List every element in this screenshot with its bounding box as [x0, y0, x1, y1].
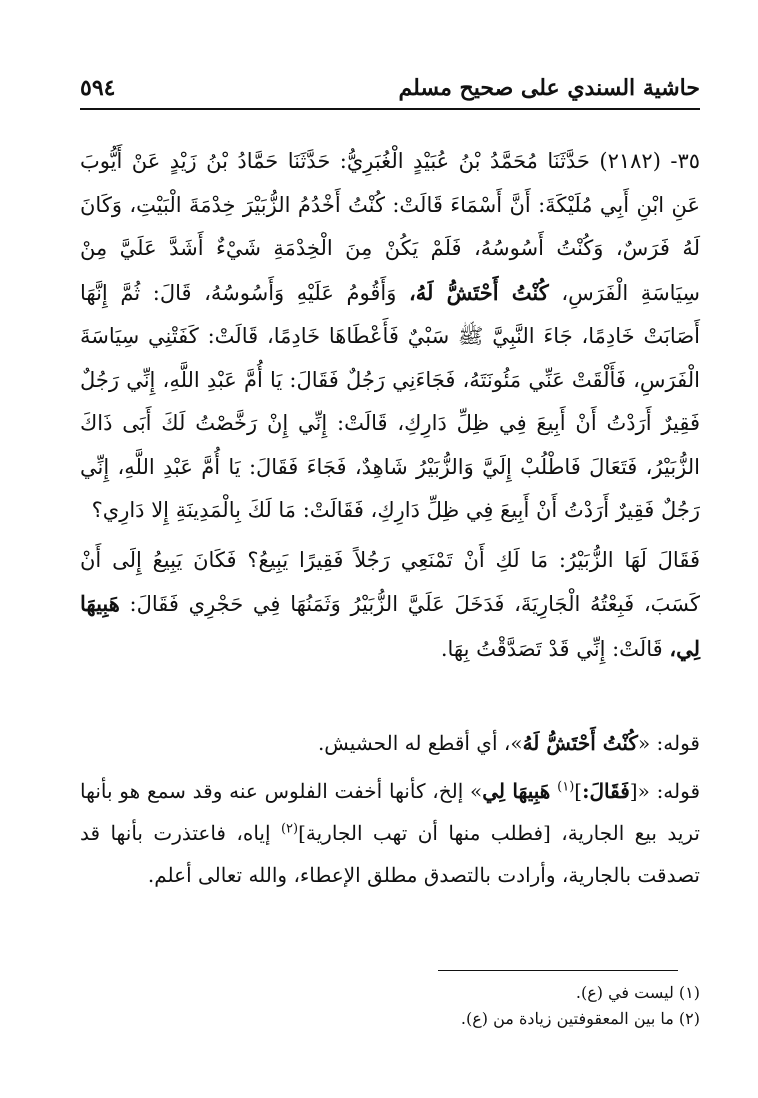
- hadith-paragraph-1: [80, 140, 700, 533]
- running-title: حاشية السندي على صحيح مسلم: [398, 75, 700, 101]
- hadith-bold-2: هَبِيهَا لِي،: [80, 591, 700, 661]
- commentary-note-2: [80, 770, 700, 896]
- header-divider: [80, 108, 700, 110]
- hadith-part-2: وَأَقُومُ عَلَيْهِ وَأَسُوسُهُ، قَالَ: ثُمَّ إِنَّهَا أَصَابَتْ خَادِمًا، جَاءَ النَّبِيَّ ﷺ سَبْيٌ فَأَعْطَاهَا خَادِمًا، قَالَتْ: كَفَتْنِي سِيَاسَةَ الْفَرَسِ، فَأَلْقَتْ عَنِّي مَئُونَتَهُ، فَجَاءَنِي رَجُلٌ فَقَالَ: يَا أُمَّ عَبْدِ اللَّهِ، إِنِّي رَجُلٌ فَقِيرٌ أَرَدْتُ أَنْ أَبِيعَ فِي ظِلِّ دَارِكِ، قَالَتْ: إِنِّي إِنْ رَخَّصْتُ لَكَ أَبَى ذَاكَ الزُّبَيْرُ، فَتَعَالَ فَاطْلُبْ إِلَيَّ وَالزُّبَيْرُ شَاهِدٌ، فَجَاءَ فَقَالَ: يَا أُمَّ عَبْدِ اللَّهِ، إِنِّي رَجُلٌ فَقِيرٌ أَرَدْتُ أَنْ أَبِيعَ فِي ظِلِّ دَارِكِ، فَقَالَتْ: مَا لَكَ بِالْمَدِينَةِ إِلا دَارِي؟: [80, 280, 700, 522]
- commentary-2-quote-b: هَبِيهَا لِي: [482, 779, 551, 803]
- page-number: ٥٩٤: [80, 75, 116, 101]
- footnotes: [80, 980, 700, 1032]
- hadith-part-4: قَالَتْ: إِنِّي قَدْ تَصَدَّقْتُ بِهَا.: [440, 636, 663, 661]
- commentary-1-quote: كُنْتُ أَحْتَشُّ لَهُ: [522, 731, 638, 755]
- footnote-2: (٢) ما بين المعقوفتين زيادة من (ع).: [460, 1009, 700, 1028]
- commentary-2-end: إياه، فاعتذرت بأنها قد تصدقت بالجارية، وأرادت بالتصدق مطلق الإعطاء، والله تعالى أعلم.: [80, 821, 700, 887]
- page-header: [80, 68, 700, 108]
- footnote-1: (١) ليست في (ع).: [575, 983, 700, 1002]
- footnote-divider: [438, 970, 678, 971]
- footnote-ref-1[interactable]: (١): [557, 779, 575, 795]
- commentary-1-text: »، أي أقطع له الحشيش.: [317, 731, 523, 755]
- commentary-2-prefix: قوله: «[: [629, 779, 701, 803]
- hadith-part-3: فَقَالَ لَهَا الزُّبَيْرُ: مَا لَكِ أَنْ تَمْنَعِي رَجُلاً فَقِيرًا يَبِيعُ؟ فَكَانَ يَبِيعُ إِلَى أَنْ كَسَبَ، فَبِعْتُهُ الْجَارِيَةَ، فَدَخَلَ عَلَيَّ الزُّبَيْرُ وَثَمَنُهَا فِي حَجْرِي فَقَالَ:: [80, 547, 700, 616]
- commentary-note-1: [80, 722, 700, 764]
- hadith-number: ٣٥- (٢١٨٢): [599, 149, 700, 173]
- commentary-1-prefix: قوله: «: [637, 731, 700, 755]
- commentary-2-bracket: ]: [574, 779, 583, 803]
- commentary-2-quote-a: فَقَالَ:: [582, 779, 630, 803]
- hadith-paragraph-2: [80, 539, 700, 672]
- hadith-text: [80, 140, 700, 671]
- commentary-2-text: » إلخ، كأنها أخفت الفلوس عنه وقد سمع هو بأنها تريد بيع الجارية، [فطلب منها أن تهب الجارية]: [80, 779, 700, 845]
- hadith-bold-1: كُنْتُ أَحْتَشُّ لَهُ،: [408, 279, 549, 305]
- hadith-part-1: حَدَّثَنَا مُحَمَّدُ بْنُ عُبَيْدٍ الْغُبَرِيُّ: حَدَّثَنَا حَمَّادُ بْنُ زَيْدٍ عَنْ أَيُّوبَ عَنِ ابْنِ أَبِي مُلَيْكَةَ: أَنَّ أَسْمَاءَ قَالَتْ: كُنْتُ أَخْدُمُ الزُّبَيْرَ خِدْمَةَ الْبَيْتِ، وَكَانَ لَهُ فَرَسٌ، وَكُنْتُ أَسُوسُهُ، فَلَمْ يَكُنْ مِنَ الْخِدْمَةِ شَيْءٌ أَشَدَّ عَلَيَّ مِنْ سِيَاسَةِ الْفَرَسِ،: [80, 149, 700, 305]
- footnote-ref-2[interactable]: (٢): [280, 821, 299, 837]
- commentary: [80, 722, 700, 902]
